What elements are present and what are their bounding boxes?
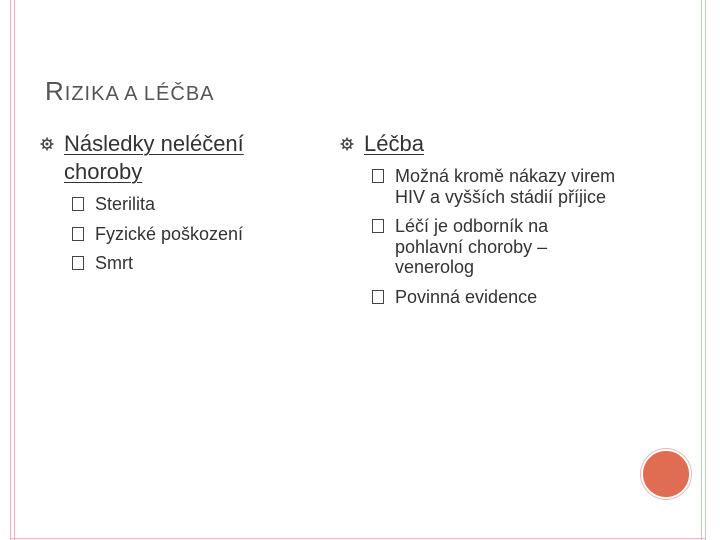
slide-title-rest: IZIKA A LÉČBA [64,83,215,105]
list-item [40,224,300,245]
right-sub-list [340,166,620,307]
slide-frame-line [10,0,11,540]
left-content-column [40,130,300,283]
square-bullet-icon [372,219,384,233]
list-item-text: Povinná evidence [395,286,538,307]
list-item-text: Možná kromě nákazy virem HIV a vyšších stádií příjice [395,166,616,207]
list-item-text: Fyzické poškození [95,223,244,244]
list-item [40,194,300,215]
gear-bullet-icon [40,137,54,151]
square-bullet-icon [372,169,384,183]
right-heading-item [340,130,620,158]
list-item [40,253,300,274]
left-heading: Následky neléčení choroby [64,131,244,184]
right-content-column [340,130,620,316]
list-item [340,166,620,207]
slide-frame-line [14,0,15,540]
list-item [340,216,620,278]
square-bullet-icon [72,197,84,211]
slide-frame-line [705,0,706,540]
left-sub-list [40,194,300,274]
square-bullet-icon [72,227,84,241]
list-item [340,287,620,308]
right-heading: Léčba [364,131,424,156]
list-item-text: Léčí je odborník na pohlavní choroby – venerolog [395,216,549,277]
slide-title [45,76,215,107]
gear-bullet-icon [340,137,354,151]
list-item-text: Smrt [95,253,133,273]
list-item-text: Sterilita [95,194,156,214]
slide-title-initial: R [45,76,65,106]
left-heading-item [40,130,300,186]
slide-frame-line [10,538,706,539]
decorative-circle [641,449,691,499]
slide-frame-line [701,0,702,540]
square-bullet-icon [72,256,84,270]
square-bullet-icon [372,290,384,304]
